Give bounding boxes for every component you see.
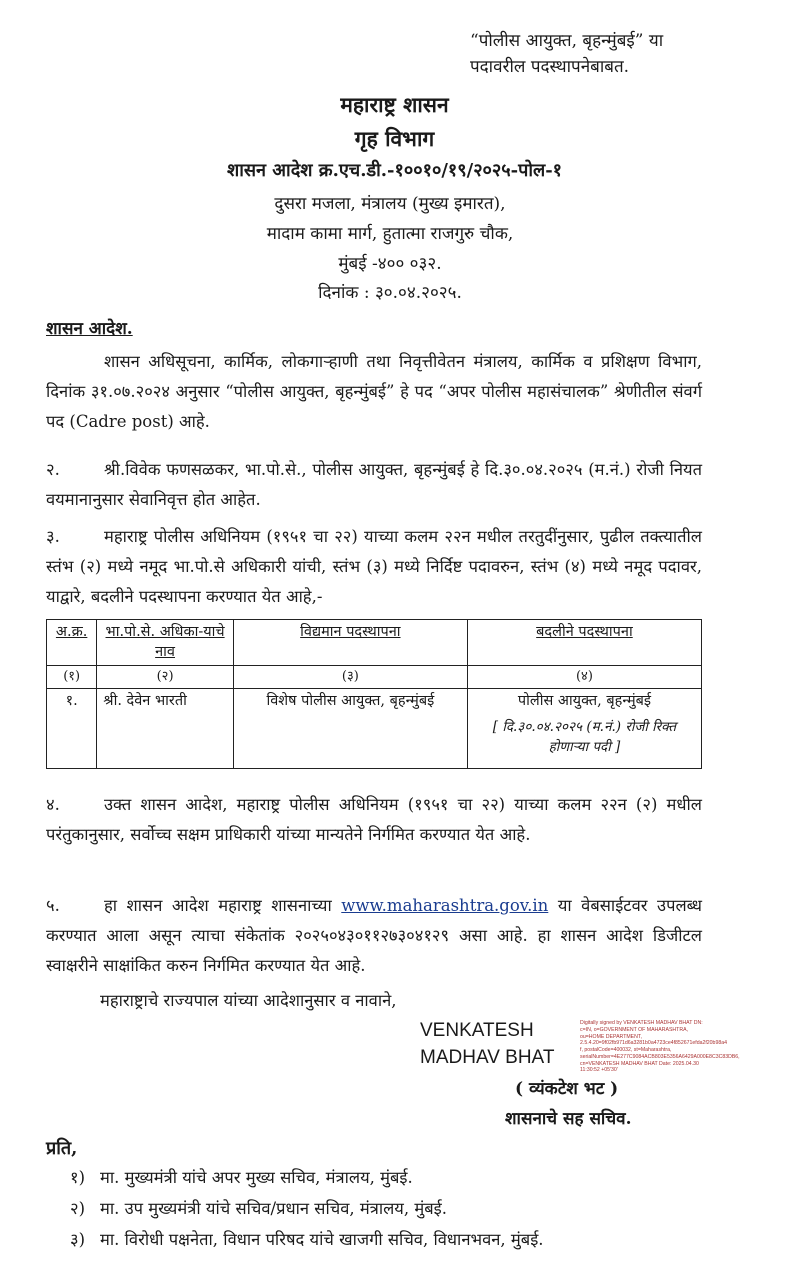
- paragraph-5: [46, 891, 702, 981]
- paragraph-2-text: श्री.विवेक फणसळकर, भा.पो.से., पोलीस आयुक्त, बृहन्मुंबई हे दि.३०.०४.२०२५ (म.नं.) रोजी नियत वयमानानुसार सेवानिवृत्त होत आहेत.: [46, 460, 702, 510]
- recipient-text: मा. मुख्यमंत्री यांचे अपर मुख्य सचिव, मंत्रालय, मुंबई.: [100, 1168, 413, 1187]
- paragraph-4: [46, 790, 702, 850]
- header-current-post: विद्यमान पदस्थापना: [233, 620, 467, 666]
- paragraph-3: [46, 522, 702, 612]
- recipient-text: मा. विरोधी पक्षनेता, विधान परिषद यांचे खाजगी सचिव, विधानभवन, मुंबई.: [100, 1230, 544, 1249]
- subject-block: [470, 28, 770, 81]
- signer-line-1: VENKATESH: [420, 1020, 534, 1041]
- address-block: [140, 190, 640, 309]
- government-title: महाराष्ट्र शासन: [340, 92, 449, 117]
- row-current-post: विशेष पोलीस आयुक्त, बृहन्मुंबई: [233, 688, 467, 768]
- table-index-row: [47, 665, 702, 688]
- paragraph-number: ४.: [46, 795, 60, 814]
- row-new-post-cell: [467, 688, 701, 768]
- department-title: गृह विभाग: [354, 126, 435, 151]
- order-date: दिनांक : ३०.०४.२०२५.: [318, 283, 462, 304]
- recipient-number: २): [70, 1199, 86, 1218]
- paragraph-number: ५.: [46, 896, 60, 915]
- row-new-post: पोलीस आयुक्त, बृहन्मुंबई: [517, 692, 652, 709]
- row-officer: श्री. देवेन भारती: [97, 688, 234, 768]
- header-officer: भा.पो.से. अधिका-याचे नाव: [97, 620, 234, 666]
- row-sr: १.: [47, 688, 97, 768]
- index-2: (२): [97, 665, 234, 688]
- table-header-row: [47, 620, 702, 666]
- order-heading: शासन आदेश.: [46, 319, 133, 339]
- header-new-post: बदलीने पदस्थापना: [467, 620, 701, 666]
- address-line-2: मादाम कामा मार्ग, हुतात्मा राजगुरु चौक,: [266, 223, 514, 244]
- recipient-item: [70, 1197, 447, 1220]
- address-line-3: मुंबई -४०० ०३२.: [338, 253, 442, 274]
- paragraph-5-text-after: या वेबसाईटवर उपलब्ध करण्यात आला असून त्याचा संकेतांक २०२५०४३०११२७३०४१२९ असा आहे. हा शासन आदेश डिजीटल स्वाक्षरीने साक्षांकित करुन निर्गमित करण्यात येत आहे.: [46, 896, 702, 976]
- index-1: (१): [47, 665, 97, 688]
- recipient-item: [70, 1228, 544, 1251]
- signer-name-block: [420, 1018, 554, 1071]
- digital-signature-details: Digitally signed by VENKATESH MADHAV BHAT DN: c=IN, o=GOVERNMENT OF MAHARASHTRA, ou=HOME DEPARTMENT, 2.5.4.20=9f02fb971d6a3281b0a4723ce4f852671efda2f20b98a4 f, postalCode=400032, st=Maharashtra, serialNumber=4E277C9084ACB803E5356A6429A000E8C3C83DB6, cn=VENKATESH MADHAV BHAT Date: 2025.04.30 11:30:52 +05'30': [580, 1020, 740, 1074]
- website-link[interactable]: www.maharashtra.gov.in: [341, 896, 549, 915]
- recipient-text: मा. उप मुख्यमंत्री यांचे सचिव/प्रधान सचिव, मंत्रालय, मुंबई.: [100, 1199, 447, 1218]
- paragraph-3-text: महाराष्ट्र पोलीस अधिनियम (१९५१ चा २२) याच्या कलम २२न मधील तरतुदींनुसार, पुढील तक्त्यातील स्तंभ (२) मध्ये नमूद भा.पो.से अधिकारी यांची, स्तंभ (३) मध्ये निर्दिष्ट पदावरुन, स्तंभ (४) मध्ये नमूद पदावर, याद्वारे, बदलीने पदस्थापना करण्यात येत आहे,-: [46, 527, 702, 607]
- signatory-name: ( व्यंकटेश भट ): [515, 1079, 619, 1099]
- paragraph-number: २.: [46, 460, 60, 479]
- paragraph-4-text: उक्त शासन आदेश, महाराष्ट्र पोलीस अधिनियम (१९५१ चा २२) याच्या कलम २२न (२) मधील परंतुकानुसार, सर्वोच्च सक्षम प्राधिकारी यांच्या मान्यतेने निर्गमित करण्यात येत आहे.: [46, 795, 702, 845]
- closing-line: महाराष्ट्राचे राज्यपाल यांच्या आदेशानुसार व नावाने,: [100, 991, 397, 1010]
- paragraph-number: ३.: [46, 527, 60, 546]
- recipients-label: प्रति,: [46, 1138, 78, 1159]
- order-reference: शासन आदेश क्र.एच.डी.-१००१०/१९/२०२५-पोल-१: [226, 160, 563, 181]
- paragraph-1: शासन अधिसूचना, कार्मिक, लोकगाऱ्हाणी तथा निवृत्तीवेतन मंत्रालय, कार्मिक व प्रशिक्षण विभाग, दिनांक ३१.०७.२०२४ अनुसार “पोलीस आयुक्त, बृहन्मुंबई” हे पद “अपर पोलीस महासंचालक” श्रेणीतील संवर्ग पद (Cadre post) आहे.: [46, 352, 702, 432]
- subject-line-2: पदावरील पदस्थापनेबाबत.: [470, 57, 630, 78]
- header-sr: अ.क्र.: [47, 620, 97, 666]
- signer-line-2: MADHAV BHAT: [420, 1046, 555, 1068]
- paragraph-2: [46, 455, 702, 515]
- recipient-number: १): [70, 1168, 86, 1187]
- recipient-item: [70, 1166, 413, 1189]
- posting-table: [46, 619, 702, 769]
- index-3: (३): [233, 665, 467, 688]
- index-4: (४): [467, 665, 701, 688]
- paragraph-5-text-before: हा शासन आदेश महाराष्ट्र शासनाच्या: [104, 896, 342, 915]
- address-line-1: दुसरा मजला, मंत्रालय (मुख्य इमारत),: [274, 194, 506, 214]
- row-new-post-note: [ दि.३०.०४.२०२५ (म.नं.) रोजी रिक्त होणाऱ्या पदी ]: [492, 719, 677, 756]
- subject-line-1: “पोलीस आयुक्त, बृहन्मुंबई” या: [470, 31, 664, 51]
- signatory-title: शासनाचे सह सचिव.: [505, 1109, 632, 1129]
- recipient-number: ३): [70, 1230, 86, 1249]
- table-row: [47, 688, 702, 768]
